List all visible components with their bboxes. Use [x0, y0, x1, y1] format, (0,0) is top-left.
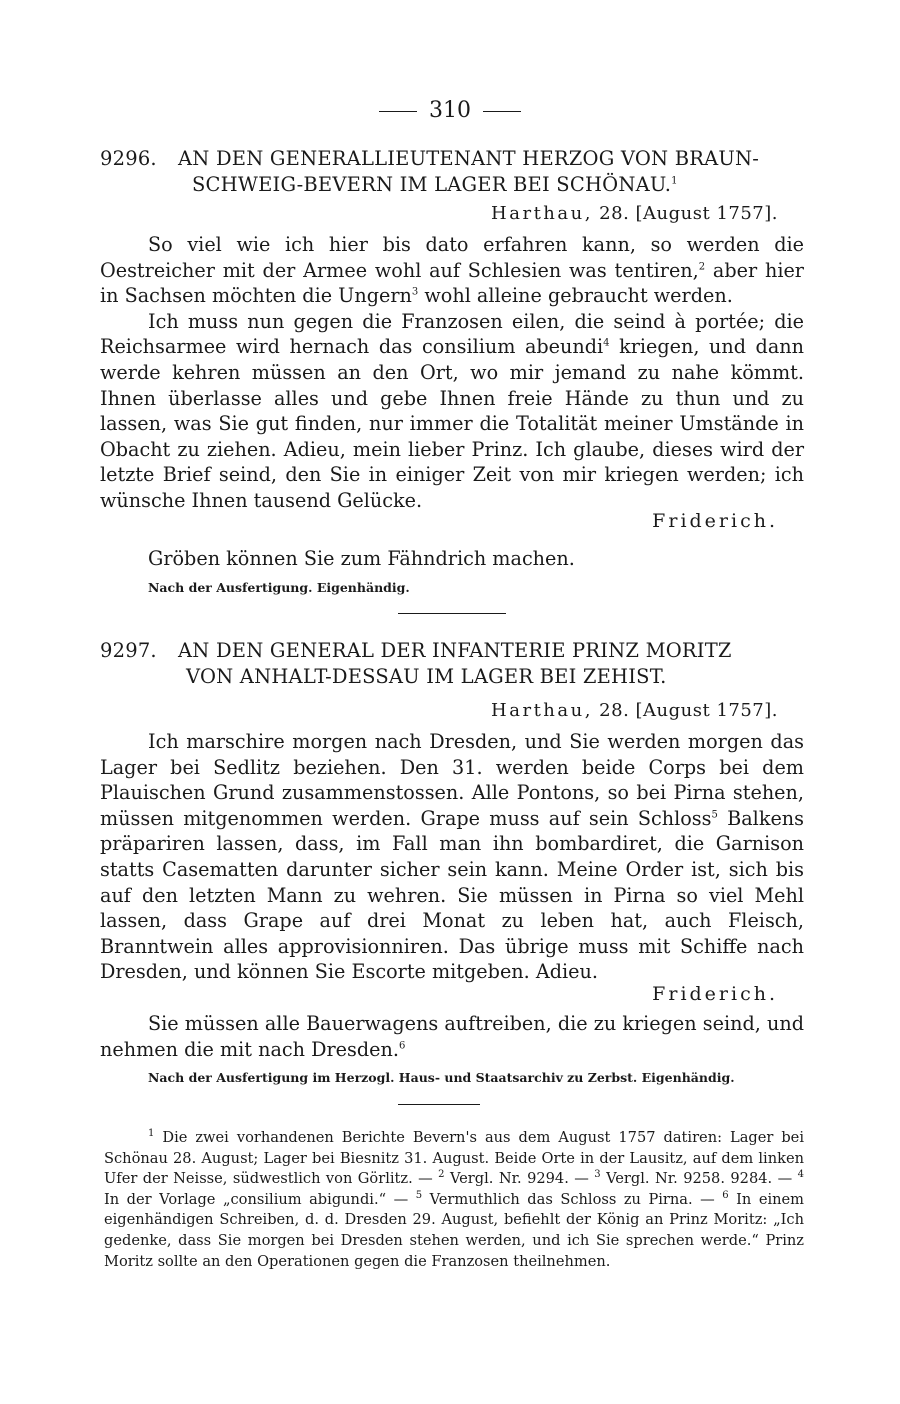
text-run: aber hier in Sachsen möchten die Ungern [100, 258, 804, 308]
paragraph [100, 309, 804, 514]
text-run: So viel wie ich hier bis dato erfahren kann, so werden die Oestreicher mit der Armee wohl auf Schlesien was tentiren, [100, 233, 804, 282]
letter-9296-dateline [491, 203, 778, 224]
footnote-ref: 1 [671, 175, 678, 187]
footnote-ref: 6 [398, 1040, 406, 1052]
footnote-marker: 1 [148, 1128, 155, 1140]
footnote-text: Vermuthlich das Schloss zu Pirna. — [422, 1190, 723, 1208]
footnote-marker: 4 [797, 1169, 804, 1181]
text-run: Balkens präpariren lassen, dass, im Fall man ihn bombardiret, die Garnison statts Casematten darunter sicher sein kann. Meine Order ist, sich bis auf den letzten Mann zu wehren. Sie müssen in Pirna so viel Mehl lassen, dass Grape auf drei Monat zu leben hat, auch Fleisch, Branntwein alles approvisionniren. Das übrige muss mit Schiffe nach Dresden, und können Sie Escorte mitgeben. Adieu. [100, 806, 805, 984]
footnote-ref: 3 [411, 286, 419, 298]
date: 28. [August 1757]. [599, 203, 778, 224]
source-note: Nach der Ausfertigung. Eigenhändig. [148, 580, 410, 595]
text-run: kriegen, und dann werde kehren müssen an den Ort, wo mir jemand zu nahe kömmt. Ihnen überlasse alles und gebe Ihnen freie Hände zu thun und zu lassen, was Sie gut finden, nur immer die Totalität meiner Umstände in Obacht zu ziehen. Adieu, mein lieber Prinz. Ich glaube, dieses wird der letzte Brief seind, den Sie in einiger Zeit von mir kriegen werden; ich wünsche Ihnen tausend Gelücke. [100, 335, 804, 512]
place-name: Harthau, [491, 700, 593, 721]
page-number: 310 [429, 98, 471, 123]
footnote-text: In der Vorlage „consilium abigundi.“ — [104, 1190, 416, 1208]
place-name: Harthau, [491, 203, 593, 224]
text-run: Sie müssen alle Bauerwagens auftreiben, die zu kriegen seind, und nehmen die mit nach Dresden. [100, 1012, 804, 1061]
footnote-ref: 4 [603, 337, 610, 349]
letter-title-line1: AN DEN GENERAL DER INFANTERIE PRINZ MORITZ [178, 639, 732, 662]
header-dash-right [483, 111, 521, 112]
page-header [0, 98, 900, 123]
letter-9297-body [100, 729, 804, 985]
footnote-ref: 2 [698, 261, 706, 273]
footnote-text: Vergl. Nr. 9294. — [444, 1170, 595, 1188]
date: 28. [August 1757]. [599, 700, 778, 721]
footnote-marker: 2 [438, 1169, 445, 1181]
footnote-divider [398, 1104, 480, 1105]
footnote-marker: 3 [594, 1169, 601, 1181]
letter-9296-heading [100, 146, 804, 198]
letter-9297-dateline [491, 700, 778, 721]
letter-title-line2: SCHWEIG-BEVERN IM LAGER BEI SCHÖNAU. [192, 173, 672, 196]
paragraph [100, 729, 804, 985]
signature: Friderich. [652, 983, 778, 1005]
footnotes [104, 1128, 804, 1272]
letter-number: 9296. [100, 147, 157, 170]
signature: Friderich. [652, 510, 778, 532]
footnote-text: Vergl. Nr. 9258. 9284. — [600, 1170, 798, 1188]
section-divider [398, 613, 506, 614]
postscript: Gröben können Sie zum Fähndrich machen. [148, 547, 575, 570]
text-run: Ich marschire morgen nach Dresden, und Sie werden morgen das Lager bei Sedlitz beziehen. Den 31. werden beide Corps bei dem Plauischen Grund zusammenstossen. Alle Pontons, so bei Pirna stehen, müssen mitgenommen werden. Grape muss auf sein Schloss [100, 730, 804, 830]
letter-title-line2: VON ANHALT-DESSAU IM LAGER BEI ZEHIST. [186, 665, 667, 688]
footnote-block [104, 1128, 804, 1272]
footnote-ref: 5 [711, 809, 718, 821]
text-run: Ich muss nun gegen die Franzosen eilen, die seind à portée; die Reichsarmee wird hernach das consilium abeundi [100, 309, 804, 359]
footnote-marker: 5 [415, 1189, 423, 1201]
footnote-text: In einem eigenhändigen Schreiben, d. d. Dresden 29. August, befiehlt der König an Prinz Moritz: „Ich gedenke, dass Sie morgen bei Dresden stehen werden, und ich Sie sprechen werde.“ Prinz Moritz sollte an den Operationen gegen die Franzosen theilnehmen. [104, 1190, 804, 1270]
letter-title-line1: AN DEN GENERALLIEUTENANT HERZOG VON BRAUN- [178, 147, 760, 170]
postscript [100, 1011, 804, 1062]
paragraph [100, 232, 804, 309]
footnote-marker: 6 [722, 1189, 729, 1201]
letter-number: 9297. [100, 639, 157, 662]
text-run: wohl alleine gebraucht werden. [418, 284, 733, 308]
letter-9297-heading [100, 638, 804, 690]
source-note: Nach der Ausfertigung im Herzogl. Haus- und Staatsarchiv zu Zerbst. Eigenhändig. [148, 1070, 735, 1085]
footnote-text: Die zwei vorhandenen Berichte Bevern's aus dem August 1757 datiren: Lager bei Schönau 28. August; Lager bei Biesnitz 31. August. Beide Orte in der Lausitz, auf dem linken Ufer der Neisse, südwestlich von Görlitz. — [104, 1129, 804, 1188]
letter-9296-body [100, 232, 804, 514]
header-dash-left [379, 111, 417, 112]
